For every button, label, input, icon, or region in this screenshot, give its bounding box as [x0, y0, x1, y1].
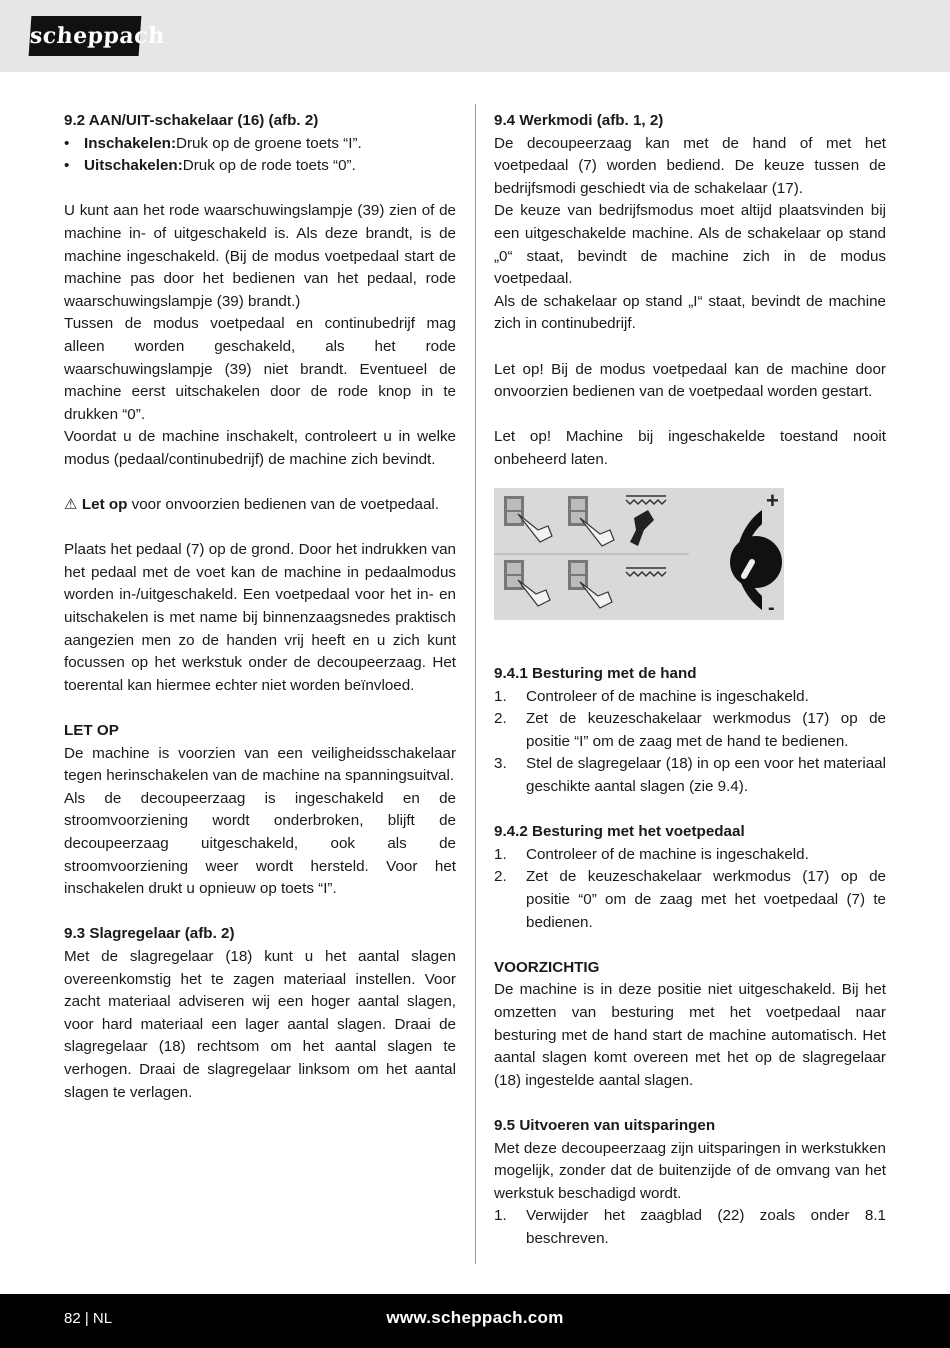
bullet-label: Uitschakelen: — [84, 157, 183, 175]
left-column — [64, 110, 456, 1104]
list-item: 1. Controleer of de machine is ingeschakeld. — [494, 687, 809, 705]
bullet-text: Druk op de groene toets “I”. — [176, 134, 362, 152]
paragraph: Voordat u de machine inschakelt, controleert u in welke modus (pedaal/continubedrijf) de machine zich bevindt. — [64, 428, 456, 468]
paragraph: De machine is in deze positie niet uitgeschakeld. Bij het omzetten van besturing met het voetpedaal naar besturing met de hand start de machine automatisch. Het aantal slagen komt overeen met het op de slagregelaar (18) ingestelde aantal slagen. — [494, 981, 886, 1089]
section-9-4-title: 9.4 Werkmodi (afb. 1, 2) — [494, 112, 664, 129]
warning-icon: ⚠ — [64, 496, 78, 514]
column-divider — [475, 104, 476, 1264]
section-9-4-1-title: 9.4.1 Besturing met de hand — [494, 665, 697, 683]
paragraph: De decoupeerzaag kan met de hand of met het voetpedaal (7) worden bediend. De keuze tussen de bedrijfsmodi geschiedt via de schakelaar (17). — [494, 134, 886, 197]
list-item: 1. Controleer of de machine is ingeschakeld. — [494, 845, 809, 863]
paragraph: Plaats het pedaal (7) op de grond. Door het indrukken van het pedaal met de voet kan de machine in pedaalmodus worden in-/uitgeschakeld. Een voetpedaal voor het in- en uitschakelen is met name bij binnenzaagsnedes praktisch aangezien men zo de handen vrij heeft en u zich kunt focussen op het werkstuk onder de decoupeerzaag. Het toerental kan hiermee echter niet worden beïnvloed. — [64, 541, 456, 694]
list-item: 3. Stel de slagregelaar (18) in op een voor het materiaal geschikte aantal slagen (zie 9.4). — [494, 755, 886, 796]
section-9-3-title: 9.3 Slagregelaar (afb. 2) — [64, 925, 235, 943]
list-item: 2. Zet de keuzeschakelaar werkmodus (17) op de positie “I” om de zaag met de hand te bedienen. — [494, 710, 886, 750]
section-9-5-title: 9.5 Uitvoeren van uitsparingen — [494, 1116, 716, 1134]
bullet-text: Druk op de rode toets “0”. — [182, 157, 356, 175]
right-column — [494, 110, 886, 1251]
paragraph: Met de slagregelaar (18) kunt u het aantal slagen overeenkomstig het te zagen materiaal instellen. Voor zacht materiaal adviseren wij een hoger aantal slagen, voor hard materiaal een lager aantal slagen. Draai de slagregelaar (18) rechtsom om het aantal slagen te verhogen. Draai de slagregelaar linksom om het aantal slagen te verlagen. — [64, 947, 456, 1101]
paragraph: De machine is voorzien van een veiligheidsschakelaar tegen herinschakelen van de machine na spanningsuitval. — [64, 744, 456, 785]
paragraph: De keuze van bedrijfsmodus moet altijd plaatsvinden bij een uitgeschakelde machine. Als de schakelaar op stand „0“ staat, bevindt de machine zich in de modus voetpedaal. — [494, 202, 886, 288]
dial-plus-label: + — [766, 487, 779, 513]
page-header — [0, 0, 950, 72]
paragraph: Tussen de modus voetpedaal en continubedrijf mag alleen worden geschakeld, als het rode waarschuwingslampje (39) niet brandt. Eventueel de machine eerst uitschakelen door de rode knop in te drukken “0”. — [64, 315, 456, 423]
website-url: www.scheppach.com — [386, 1308, 564, 1327]
warning-note — [64, 494, 456, 517]
list-item: 1. Verwijder het zaagblad (22) zoals onder 8.1 beschreven. — [494, 1207, 886, 1247]
paragraph: Let op! Bij de modus voetpedaal kan de machine door onvoorzien bedienen van de voetpedaal worden gestart. — [494, 360, 886, 401]
voorzichtig-title: VOORZICHTIG — [494, 958, 600, 976]
section-9-2-title: 9.2 AAN/UIT-schakelaar (16) (afb. 2) — [64, 112, 319, 129]
bullet-inschakelen: • Inschakelen:Druk op de groene toets “I”. — [64, 134, 362, 152]
warning-text: voor onvoorzien bedienen van de voetpedaal. — [127, 496, 439, 514]
bullet-label: Inschakelen: — [84, 134, 177, 152]
paragraph: Als de decoupeerzaag is ingeschakeld en de stroomvoorziening wordt onderbroken, blijft de decoupeerzaag uitgeschakeld, ook als de stroomvoorziening weer wordt hersteld. Voor het inschakelen drukt u opnieuw op toets “I”. — [64, 789, 456, 898]
paragraph: U kunt aan het rode waarschuwingslampje (39) zien of de machine in- of uitgeschakeld is. Als deze brandt, is de machine ingeschakeld. (Bij de modus voetpedaal start de machine pas door het bedienen van het pedaal, rode waarschuwingslampje (39) brandt.) — [64, 202, 456, 310]
let-op-title: LET OP — [64, 722, 119, 740]
section-9-4-2-title: 9.4.2 Besturing met het voetpedaal — [494, 823, 745, 841]
paragraph: Als de schakelaar op stand „I“ staat, bevindt de machine zich in continubedrijf. — [494, 292, 886, 333]
page-footer — [0, 1294, 950, 1348]
bullet-uitschakelen: • Uitschakelen:Druk op de rode toets “0”. — [64, 157, 356, 175]
dial-minus-label: - — [768, 596, 775, 619]
warning-label: Let op — [81, 496, 128, 514]
paragraph: Let op! Machine bij ingeschakelde toestand nooit onbeheerd laten. — [494, 428, 886, 468]
control-panel-figure — [494, 488, 784, 620]
page-number: 82 | NL — [64, 1310, 113, 1327]
list-item: 2. Zet de keuzeschakelaar werkmodus (17) op de positie “0” om de zaag met het voetpedaal (7) te bedienen. — [494, 868, 886, 931]
paragraph: Met deze decoupeerzaag zijn uitsparingen in werkstukken mogelijk, zonder dat de buitenzijde of de omvang van het werkstuk beschadigd wordt. — [494, 1139, 886, 1202]
scheppach-logo: scheppach — [29, 16, 142, 56]
